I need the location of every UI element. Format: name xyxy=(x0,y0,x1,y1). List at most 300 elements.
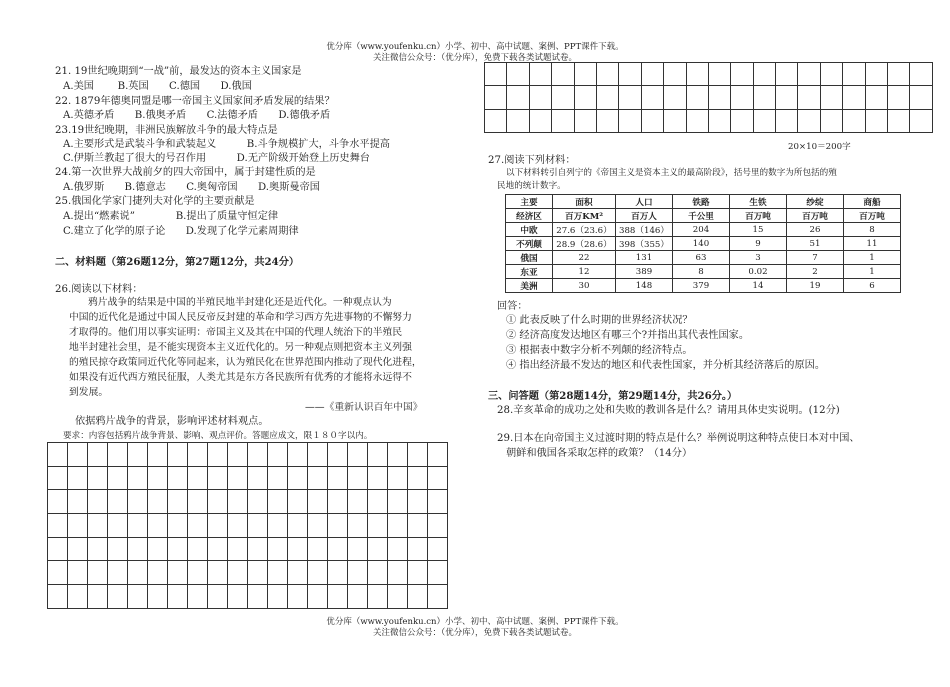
grid-row xyxy=(48,443,448,467)
grid-cell[interactable] xyxy=(248,561,268,585)
grid-cell[interactable] xyxy=(208,561,228,585)
grid-cell[interactable] xyxy=(776,86,798,109)
table-header-cell: 纱绽 xyxy=(787,195,844,209)
table-row xyxy=(506,237,901,251)
table-cell: 389 xyxy=(616,265,673,279)
grid-cell[interactable] xyxy=(731,63,753,86)
grid-cell[interactable] xyxy=(68,514,88,538)
quote-source: ——《重新认识百年中国》 xyxy=(305,402,423,413)
grid-cell[interactable] xyxy=(910,86,932,109)
table-header-cell: 商船 xyxy=(844,195,901,209)
grid-row xyxy=(485,86,933,109)
quote-line: 地半封建社会里，是不能实现资本主义近代化的。另一种观点则把资本主义列强 xyxy=(69,342,412,353)
grid-cell[interactable] xyxy=(228,443,248,467)
header-line-1: 优分库（www.youfenku.cn）小学、初中、高中试题、案例、PPT课件下载。 xyxy=(326,42,624,52)
grid-cell[interactable] xyxy=(596,63,618,86)
grid-cell[interactable] xyxy=(128,585,148,609)
grid-cell[interactable] xyxy=(686,109,708,132)
q27-question-4: ④ 指出经济最不发达的地区和代表性国家，并分析其经济落后的原因。 xyxy=(506,360,826,371)
table-header-cell: 人口 xyxy=(616,195,673,209)
grid-cell[interactable] xyxy=(248,585,268,609)
grid-cell[interactable] xyxy=(888,63,910,86)
grid-cell[interactable] xyxy=(268,443,288,467)
table-row xyxy=(506,223,901,237)
grid-cell[interactable] xyxy=(148,443,168,467)
grid-cell[interactable] xyxy=(128,561,148,585)
grid-cell[interactable] xyxy=(328,537,348,561)
grid-cell[interactable] xyxy=(368,561,388,585)
grid-cell[interactable] xyxy=(168,514,188,538)
grid-cell[interactable] xyxy=(248,466,268,490)
table-cell: 51 xyxy=(787,237,844,251)
grid-cell[interactable] xyxy=(529,63,551,86)
grid-cell[interactable] xyxy=(88,443,108,467)
table-header-cell: 百万吨 xyxy=(787,209,844,223)
grid-cell[interactable] xyxy=(288,514,308,538)
grid-cell[interactable] xyxy=(428,585,448,609)
table-cell: 19 xyxy=(787,279,844,293)
table-cell: 27.6（23.6） xyxy=(553,223,616,237)
table-cell: 148 xyxy=(616,279,673,293)
grid-row xyxy=(48,514,448,538)
grid-cell[interactable] xyxy=(529,86,551,109)
table-cell: 6 xyxy=(844,279,901,293)
grid-cell[interactable] xyxy=(228,466,248,490)
grid-cell[interactable] xyxy=(619,109,641,132)
grid-cell[interactable] xyxy=(708,109,730,132)
grid-cell[interactable] xyxy=(428,537,448,561)
grid-cell[interactable] xyxy=(408,466,428,490)
grid-cell[interactable] xyxy=(48,585,68,609)
table-row xyxy=(506,265,901,279)
table-cell: 0.02 xyxy=(730,265,787,279)
grid-cell[interactable] xyxy=(686,86,708,109)
table-header-cell: 千公里 xyxy=(673,209,730,223)
table-cell: 8 xyxy=(844,223,901,237)
grid-cell[interactable] xyxy=(428,514,448,538)
grid-cell[interactable] xyxy=(188,561,208,585)
grid-cell[interactable] xyxy=(328,585,348,609)
grid-cell[interactable] xyxy=(228,514,248,538)
grid-cell[interactable] xyxy=(843,86,865,109)
grid-row xyxy=(485,109,933,132)
grid-cell[interactable] xyxy=(268,585,288,609)
table-cell: 131 xyxy=(616,251,673,265)
quote-line: 如果没有近代西方殖民征服，人类尤其是东方各民族所有优秀的才能将永远得不 xyxy=(69,372,412,383)
grid-cell[interactable] xyxy=(888,109,910,132)
grid-cell[interactable] xyxy=(485,63,507,86)
grid-cell[interactable] xyxy=(428,466,448,490)
grid-cell[interactable] xyxy=(507,86,529,109)
grid-cell[interactable] xyxy=(328,490,348,514)
grid-cell[interactable] xyxy=(798,109,820,132)
grid-cell[interactable] xyxy=(574,86,596,109)
grid-cell[interactable] xyxy=(308,514,328,538)
grid-cell[interactable] xyxy=(708,63,730,86)
grid-cell[interactable] xyxy=(348,537,368,561)
grid-cell[interactable] xyxy=(308,443,328,467)
page-header xyxy=(0,42,950,64)
table-cell: 63 xyxy=(673,251,730,265)
grid-cell[interactable] xyxy=(619,63,641,86)
grid-cell[interactable] xyxy=(128,490,148,514)
table-row xyxy=(506,251,901,265)
grid-cell[interactable] xyxy=(88,537,108,561)
q24-options: A.俄罗斯 B.德意志 C.奥匈帝国 D.奥斯曼帝国 xyxy=(63,182,320,193)
grid-cell[interactable] xyxy=(798,63,820,86)
grid-cell[interactable] xyxy=(368,443,388,467)
grid-cell[interactable] xyxy=(776,63,798,86)
table-header-cell: 铁路 xyxy=(673,195,730,209)
grid-cell[interactable] xyxy=(248,514,268,538)
q26-task: 依据鸦片战争的背景，影响评述材料观点。 xyxy=(75,416,269,427)
grid-cell[interactable] xyxy=(596,86,618,109)
grid-row xyxy=(48,537,448,561)
grid-cell[interactable] xyxy=(48,466,68,490)
grid-cell[interactable] xyxy=(664,86,686,109)
table-cell: 140 xyxy=(673,237,730,251)
grid-cell[interactable] xyxy=(128,466,148,490)
table-cell: 30 xyxy=(553,279,616,293)
grid-cell[interactable] xyxy=(843,63,865,86)
table-cell: 12 xyxy=(553,265,616,279)
grid-cell[interactable] xyxy=(596,109,618,132)
grid-cell[interactable] xyxy=(128,514,148,538)
table-row xyxy=(506,279,901,293)
grid-cell[interactable] xyxy=(574,63,596,86)
grid-cell[interactable] xyxy=(168,443,188,467)
grid-cell[interactable] xyxy=(348,514,368,538)
table-cell: 7 xyxy=(787,251,844,265)
q23-stem: 23.19世纪晚期，非洲民族解放斗争的最大特点是 xyxy=(55,125,278,136)
q21-options: A.美国 B.英国 C.德国 D.俄国 xyxy=(63,81,252,92)
answer-grid-right[interactable] xyxy=(484,62,933,133)
quote-line: 中国的近代化是通过中国人民反帝反封建的革命和学习西方先进事物的不懈努力 xyxy=(69,312,412,323)
grid-cell[interactable] xyxy=(108,585,128,609)
grid-cell[interactable] xyxy=(731,86,753,109)
q27-description-1: 以下材料转引自列宁的《帝国主义是资本主义的最高阶段》，括号里的数字为所包括的殖 xyxy=(506,168,837,178)
grid-cell[interactable] xyxy=(328,514,348,538)
table-header-cell: 百万吨 xyxy=(730,209,787,223)
grid-cell[interactable] xyxy=(148,490,168,514)
q25-stem: 25.俄国化学家门捷列夫对化学的主要贡献是 xyxy=(55,196,255,207)
q27-question-2: ② 经济高度发达地区有哪三个?并指出其代表性国家。 xyxy=(506,330,750,341)
grid-cell[interactable] xyxy=(388,585,408,609)
grid-cell[interactable] xyxy=(288,537,308,561)
grid-cell[interactable] xyxy=(48,514,68,538)
grid-cell[interactable] xyxy=(485,109,507,132)
grid-cell[interactable] xyxy=(507,63,529,86)
q21-stem: 21. 19世纪晚期到“一战”前，最发达的资本主义国家是 xyxy=(55,66,302,77)
q29-text-1: 29.日本在向帝国主义过渡时期的特点是什么？举例说明这种特点使日本对中国、 xyxy=(497,433,860,444)
table-cell: 8 xyxy=(673,265,730,279)
table-cell: 1 xyxy=(844,251,901,265)
quote-line: 鸦片战争的结果是中国的半殖民地半封建化还是近代化。一种观点认为 xyxy=(88,297,392,308)
grid-cell[interactable] xyxy=(88,585,108,609)
table-header-cell: 百万吨 xyxy=(844,209,901,223)
grid-cell[interactable] xyxy=(148,585,168,609)
grid-word-count: 20×10＝200字 xyxy=(788,142,851,152)
table-header-row xyxy=(506,209,901,223)
grid-cell[interactable] xyxy=(641,86,663,109)
grid-cell[interactable] xyxy=(664,63,686,86)
q26-intro: 26.阅读以下材料： xyxy=(55,284,143,295)
grid-cell[interactable] xyxy=(68,537,88,561)
q24-stem: 24.第一次世界大战前夕的四大帝国中，属于封建性质的是 xyxy=(55,167,316,178)
grid-cell[interactable] xyxy=(88,514,108,538)
table-cell: 美洲 xyxy=(506,279,553,293)
table-header-row xyxy=(506,195,901,209)
grid-cell[interactable] xyxy=(428,561,448,585)
grid-cell[interactable] xyxy=(148,466,168,490)
table-header-cell: 百万人 xyxy=(616,209,673,223)
table-cell: 中欧 xyxy=(506,223,553,237)
grid-cell[interactable] xyxy=(865,109,887,132)
grid-cell[interactable] xyxy=(188,466,208,490)
grid-cell[interactable] xyxy=(328,443,348,467)
grid-cell[interactable] xyxy=(228,561,248,585)
grid-cell[interactable] xyxy=(168,466,188,490)
q28-text: 28.辛亥革命的成功之处和失败的教训各是什么？请用具体史实说明。(12分) xyxy=(497,405,840,416)
grid-cell[interactable] xyxy=(188,585,208,609)
quote-line: 才取得的。他们用以事实证明：帝国主义及其在中国的代理人统治下的半殖民 xyxy=(69,327,403,338)
table-cell: 398（355） xyxy=(616,237,673,251)
grid-cell[interactable] xyxy=(408,561,428,585)
grid-cell[interactable] xyxy=(753,86,775,109)
answer-grid-left[interactable] xyxy=(47,442,448,609)
grid-cell[interactable] xyxy=(485,86,507,109)
grid-cell[interactable] xyxy=(168,585,188,609)
grid-cell[interactable] xyxy=(208,537,228,561)
grid-cell[interactable] xyxy=(228,490,248,514)
grid-cell[interactable] xyxy=(68,490,88,514)
grid-cell[interactable] xyxy=(248,490,268,514)
grid-cell[interactable] xyxy=(368,514,388,538)
table-cell: 不列颠 xyxy=(506,237,553,251)
grid-cell[interactable] xyxy=(910,63,932,86)
grid-cell[interactable] xyxy=(388,466,408,490)
grid-cell[interactable] xyxy=(108,490,128,514)
grid-cell[interactable] xyxy=(48,561,68,585)
grid-row xyxy=(48,490,448,514)
q23-options-1: A.主要形式是武装斗争和武装起义 B.斗争规模扩大，斗争水平提高 xyxy=(63,139,390,150)
grid-cell[interactable] xyxy=(268,514,288,538)
footer-line-1: 优分库（www.youfenku.cn）小学、初中、高中试题、案例、PPT课件下载。 xyxy=(326,617,624,627)
grid-cell[interactable] xyxy=(288,490,308,514)
grid-cell[interactable] xyxy=(68,466,88,490)
grid-cell[interactable] xyxy=(798,86,820,109)
table-header-cell: 面积 xyxy=(553,195,616,209)
grid-cell[interactable] xyxy=(208,490,228,514)
grid-cell[interactable] xyxy=(288,443,308,467)
grid-cell[interactable] xyxy=(348,585,368,609)
page-footer xyxy=(0,617,950,639)
grid-cell[interactable] xyxy=(68,561,88,585)
grid-cell[interactable] xyxy=(108,537,128,561)
grid-cell[interactable] xyxy=(48,537,68,561)
grid-cell[interactable] xyxy=(168,561,188,585)
table-header-cell: 主要 xyxy=(506,195,553,209)
grid-cell[interactable] xyxy=(308,466,328,490)
table-cell: 204 xyxy=(673,223,730,237)
grid-cell[interactable] xyxy=(188,443,208,467)
grid-cell[interactable] xyxy=(288,466,308,490)
grid-cell[interactable] xyxy=(776,109,798,132)
grid-cell[interactable] xyxy=(388,490,408,514)
grid-cell[interactable] xyxy=(388,561,408,585)
grid-cell[interactable] xyxy=(108,561,128,585)
quote-line: 的殖民掠夺政策同近代化等同起来，认为殖民化在世界范围内推动了现代化进程， xyxy=(69,357,422,368)
grid-cell[interactable] xyxy=(552,109,574,132)
grid-cell[interactable] xyxy=(820,109,842,132)
grid-cell[interactable] xyxy=(368,466,388,490)
grid-cell[interactable] xyxy=(148,561,168,585)
table-cell: 28.9（28.6） xyxy=(553,237,616,251)
header-line-2: 关注微信公众号：（优分库），免费下载各类试题试卷。 xyxy=(372,53,577,63)
grid-cell[interactable] xyxy=(348,561,368,585)
grid-cell[interactable] xyxy=(308,537,328,561)
grid-cell[interactable] xyxy=(88,561,108,585)
grid-cell[interactable] xyxy=(529,109,551,132)
table-cell: 22 xyxy=(553,251,616,265)
grid-cell[interactable] xyxy=(664,109,686,132)
table-header-cell: 经济区 xyxy=(506,209,553,223)
grid-cell[interactable] xyxy=(248,443,268,467)
grid-cell[interactable] xyxy=(68,443,88,467)
grid-cell[interactable] xyxy=(686,63,708,86)
q27-question-3: ③ 根据表中数字分析不列颠的经济特点。 xyxy=(506,345,693,356)
q22-options: A.英德矛盾 B.俄奥矛盾 C.法德矛盾 D.德俄矛盾 xyxy=(63,110,331,121)
grid-cell[interactable] xyxy=(268,561,288,585)
grid-cell[interactable] xyxy=(48,490,68,514)
grid-cell[interactable] xyxy=(108,443,128,467)
grid-cell[interactable] xyxy=(228,537,248,561)
grid-cell[interactable] xyxy=(388,443,408,467)
table-cell: 26 xyxy=(787,223,844,237)
grid-cell[interactable] xyxy=(228,585,248,609)
grid-cell[interactable] xyxy=(268,490,288,514)
grid-cell[interactable] xyxy=(168,490,188,514)
grid-cell[interactable] xyxy=(248,537,268,561)
grid-cell[interactable] xyxy=(348,490,368,514)
grid-cell[interactable] xyxy=(865,86,887,109)
grid-cell[interactable] xyxy=(408,514,428,538)
grid-cell[interactable] xyxy=(268,466,288,490)
grid-cell[interactable] xyxy=(552,63,574,86)
grid-cell[interactable] xyxy=(368,490,388,514)
grid-cell[interactable] xyxy=(820,63,842,86)
grid-cell[interactable] xyxy=(619,86,641,109)
grid-cell[interactable] xyxy=(428,443,448,467)
grid-cell[interactable] xyxy=(208,443,228,467)
grid-cell[interactable] xyxy=(428,490,448,514)
grid-cell[interactable] xyxy=(388,514,408,538)
q27-description-2: 民地的统计数字。 xyxy=(497,181,566,191)
grid-cell[interactable] xyxy=(507,109,529,132)
grid-cell[interactable] xyxy=(108,514,128,538)
footer-line-2: 关注微信公众号：（优分库），免费下载各类试题试卷。 xyxy=(372,628,577,638)
q25-options-2: C.建立了化学的原子论 D.发现了化学元素周期律 xyxy=(63,226,299,237)
grid-cell[interactable] xyxy=(128,537,148,561)
grid-cell[interactable] xyxy=(308,585,328,609)
table-header-cell: 百万KM² xyxy=(553,209,616,223)
grid-cell[interactable] xyxy=(753,109,775,132)
grid-cell[interactable] xyxy=(408,490,428,514)
grid-cell[interactable] xyxy=(48,443,68,467)
grid-cell[interactable] xyxy=(88,490,108,514)
grid-cell[interactable] xyxy=(168,537,188,561)
grid-row xyxy=(48,585,448,609)
table-cell: 1 xyxy=(844,265,901,279)
grid-row xyxy=(485,63,933,86)
table-cell: 14 xyxy=(730,279,787,293)
grid-cell[interactable] xyxy=(328,466,348,490)
grid-cell[interactable] xyxy=(208,585,228,609)
grid-cell[interactable] xyxy=(910,109,932,132)
grid-cell[interactable] xyxy=(188,490,208,514)
grid-cell[interactable] xyxy=(348,443,368,467)
grid-cell[interactable] xyxy=(188,537,208,561)
grid-cell[interactable] xyxy=(888,86,910,109)
grid-cell[interactable] xyxy=(188,514,208,538)
q27-intro: 27.阅读下列材料： xyxy=(488,155,576,166)
grid-cell[interactable] xyxy=(552,86,574,109)
grid-cell[interactable] xyxy=(328,561,348,585)
grid-cell[interactable] xyxy=(368,585,388,609)
table-cell: 东亚 xyxy=(506,265,553,279)
q27-question-1: ① 此表反映了什么时期的世界经济状况？ xyxy=(506,315,693,326)
grid-cell[interactable] xyxy=(708,86,730,109)
quote-line: 到发展。 xyxy=(69,387,109,398)
grid-cell[interactable] xyxy=(408,585,428,609)
grid-row xyxy=(48,561,448,585)
grid-cell[interactable] xyxy=(408,443,428,467)
q25-options-1: A.提出“燃素说” B.提出了质量守恒定律 xyxy=(63,211,279,222)
table-cell: 15 xyxy=(730,223,787,237)
grid-cell[interactable] xyxy=(843,109,865,132)
grid-cell[interactable] xyxy=(820,86,842,109)
grid-cell[interactable] xyxy=(388,537,408,561)
table-cell: 379 xyxy=(673,279,730,293)
grid-cell[interactable] xyxy=(108,466,128,490)
grid-cell[interactable] xyxy=(753,63,775,86)
grid-cell[interactable] xyxy=(865,63,887,86)
grid-cell[interactable] xyxy=(88,466,108,490)
grid-cell[interactable] xyxy=(641,109,663,132)
answer-label: 回答： xyxy=(497,301,528,312)
grid-cell[interactable] xyxy=(208,514,228,538)
grid-cell[interactable] xyxy=(148,537,168,561)
grid-cell[interactable] xyxy=(288,585,308,609)
grid-cell[interactable] xyxy=(731,109,753,132)
section-3-title: 三、问答题（第28题14分，第29题14分，共26分。） xyxy=(488,390,738,402)
q22-stem: 22. 1879年德奥同盟是哪一帝国主义国家间矛盾发展的结果？ xyxy=(55,96,335,107)
grid-cell[interactable] xyxy=(128,443,148,467)
grid-cell[interactable] xyxy=(641,63,663,86)
grid-cell[interactable] xyxy=(208,466,228,490)
grid-cell[interactable] xyxy=(308,490,328,514)
grid-cell[interactable] xyxy=(308,561,328,585)
q29-text-2: 朝鲜和俄国各采取怎样的政策？（14分） xyxy=(506,448,693,459)
grid-cell[interactable] xyxy=(268,537,288,561)
grid-cell[interactable] xyxy=(574,109,596,132)
grid-cell[interactable] xyxy=(148,514,168,538)
grid-cell[interactable] xyxy=(368,537,388,561)
grid-cell[interactable] xyxy=(408,537,428,561)
grid-cell[interactable] xyxy=(68,585,88,609)
grid-cell[interactable] xyxy=(348,466,368,490)
grid-cell[interactable] xyxy=(288,561,308,585)
